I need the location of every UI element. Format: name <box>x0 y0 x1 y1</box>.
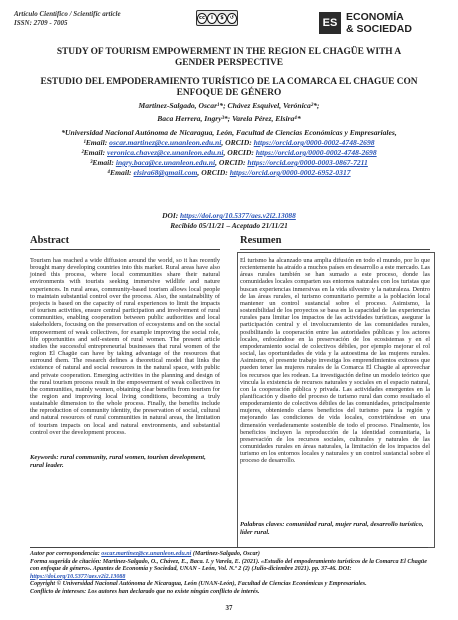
doi-link[interactable]: https://doi.org/10.5377/aes.v2i2.13088 <box>180 211 296 220</box>
orcid-link-3[interactable]: https://orcid.org/0000-0003-0867-7211 <box>247 158 368 167</box>
copyright-line: Copyright © Universidad Nacional Autónoma de Nicaragua, León (UNAN-León), Facultad de Ciencias Económicas y Empresariales. <box>30 581 367 588</box>
creative-commons-badge[interactable] <box>196 10 238 26</box>
correspondence-email-link[interactable]: oscar.martinez@ce.unanleon.edu.ni <box>101 551 192 557</box>
journal-issn: ISSN: 2709 - 7005 <box>14 18 68 27</box>
journal-logo-text <box>346 11 412 35</box>
email-link-2[interactable]: veronica.chavez@ce.unanleon.edu.ni <box>107 148 224 157</box>
footer-divider <box>30 547 428 548</box>
logo-line-2: & SOCIEDAD <box>346 23 412 35</box>
by-icon: i <box>207 13 217 24</box>
author-contact-4: ⁴Email: elsira68@gmail.com, ORCID: https://orcid.org/0000-0002-6952-0317 <box>107 168 351 177</box>
correspondence-line: Autor por correspondencia: oscar.martinez@ce.unanleon.edu.ni (Martinez-Salgado, Oscar) <box>30 551 260 557</box>
nc-icon: $ <box>217 13 227 24</box>
orcid-link-2[interactable]: https://orcid.org/0000-0002-4748-2698 <box>255 148 377 157</box>
abstract-keywords: Keywords: rural community, rural women, tourism development, rural leader. <box>30 454 206 469</box>
journal-type: Artículo Científico / Scientific article <box>14 10 121 18</box>
journal-header <box>14 10 121 27</box>
abstract-divider <box>30 249 220 250</box>
logo-line-1: ECONOMÍA <box>346 11 404 23</box>
author-line-2: Baca Herrera, Ingry³*; Varela Pérez, Elsira⁴* <box>157 114 301 123</box>
citation-line: Forma sugerida de citación: Martinez-Salgado, O., Chávez, E., Baca. I. y Varela, E. (2021). «Estudio del empoderamiento turísticos de la Comarca El Chagüe con enfoque de género». Apuntes de Economía y Sociedad, UNAN - León, Vol. N.º 2 (2) (Julio-diciembre 2021). pp. 37-46. DOI: https://doi.org/10.5377/aes.v2i2.13088 <box>30 558 427 580</box>
cc-icon: cc <box>197 13 207 24</box>
resumen-divider <box>240 249 430 250</box>
orcid-link-1[interactable]: https://orcid.org/0000-0002-4748-2698 <box>253 138 375 147</box>
abstract-heading: Abstract <box>30 235 70 246</box>
doi-line: DOI: https://doi.org/10.5377/aes.v2i2.13088 <box>162 211 296 220</box>
journal-logo-icon: ES <box>319 12 341 34</box>
article-meta <box>30 211 428 230</box>
email-link-3[interactable]: ingry.baca@ce.unanleon.edu.ni <box>115 158 216 167</box>
citation-doi-link[interactable]: https://doi.org/10.5377/aes.v2i2.13088 <box>30 573 126 580</box>
sa-icon: ↺ <box>227 13 237 24</box>
title-english: STUDY OF TOURISM EMPOWERMENT IN THE REGION EL CHAGÜE WITH A GENDER PERSPECTIVE <box>56 47 402 68</box>
page-number: 37 <box>225 604 233 612</box>
email-link-1[interactable]: oscar.martinez@ce.unanleon.edu.ni <box>109 138 222 147</box>
author-contact-3: ³Email: ingry.baca@ce.unanleon.edu.ni, ORCID: https://orcid.org/0000-0003-0867-7211 <box>90 158 368 167</box>
resumen-text: El turismo ha alcanzado una amplia difusión en todo el mundo, por lo que recientemente ha atraído a muchos países en desarrollo a este mercado. Las áreas rurales también se han sumado a este proceso, donde las comunidades locales comparten sus entornos naturales con los turistas que buscan experiencias inmersivas en la vida silvestre y la naturaleza. Dentro de las áreas rurales, el turismo comunitario permite a la población local mantener un control sustancial sobre el proceso. Asimismo, la sostenibilidad de los proyectos se basa en la capacidad de las experiencias rurales para limitar los impactos de las actividades turísticas, asegurar la participación central y el involucramiento de las comunidades rurales, posibilitando la cooperación entre las autoridades públicas y los actores locales, enfocándose en la preservación de los ecosistemas y en el empoderamiento social de colectivos débiles, por ejemplo mejorar el rol social, las oportunidades de vida y la autoestima de las mujeres rurales. Asimismo, el presente trabajo investiga los emprendimientos exitosos que pueden tener las mujeres rurales de la Comarca El Chagüe al aprovechar los recursos que les rodean. La investigación define un modelo teórico que vincula la existencia de recursos naturales y sociales en el espacio natural, con la cooperación pública y privada. Las actividades emergentes en la planificación y diseño del proceso de turismo rural dan como resultado el empoderamiento de colectivos débiles de las comunidades, principalmente mujeres, obteniendo claros beneficios del turismo para la región y mejorando las condiciones de vida locales, convirtiéndose en una dimensión verdaderamente sostenible de todo el proceso. Finalmente, los beneficios incluyen la reproducción de la identidad comunitaria, la preservación de los recursos sociales, culturales y naturales de las comunidades rurales en áreas naturales, la limitación de los impactos del turismo en los entornos locales y naturales y un control sustancial sobre el proceso de desarrollo. <box>240 257 430 465</box>
abstract-text: Tourism has reached a wide diffusion around the world, so it has recently brought many developing countries into this market. Rural areas have also joined this process, where local communities share their natural environments with tourists seeking immersive wildlife and nature experiences. In rural areas, community-based tourism allows local people to maintain substantial control over the process. Also, the sustainability of projects is based on the capacity of rural experiences to limit the impacts of tourism activities, ensure central participation and involvement of rural communities, enabling cooperation between public authorities and local stakeholders, focusing on the preservation of ecosystems and on the social empowerment of weak collectives, for example improving the social role, life opportunities and self-esteem of rural women. The present article studies the successful entrepreneurial businesses that rural women of the region El Chagüe can have by taking advantage of the resources that surround them. The research defines a theoretical model that links the existence of natural and social resources in the natural space, with public and private cooperation. Emerging activities in the planning and design of the rural tourism process result in the empowerment of weak collectives in the communities, mainly women, obtaining clear benefits from tourism for the region and improving local living conditions, becoming a truly sustainable dimension to the whole process. Finally, the benefits include the reproduction of community identity, the preservation of social, cultural and natural resources of rural communities in natural areas, the limitation of tourism impacts on local and natural environments, and substantial control over the development process. <box>30 257 220 436</box>
resumen-keywords: Palabras claves: comunidad rural, mujer rural, desarrollo turístico, líder rural. <box>240 521 424 536</box>
title-spanish: ESTUDIO DEL EMPODERAMIENTO TURÍSTICO DE LA COMARCA EL CHAGUE CON ENFOQUE DE GÉNERO <box>40 77 418 98</box>
received-accepted-dates: Recibido 05/11/21 – Aceptado 21/11/21 <box>170 220 288 230</box>
footer-notes <box>30 551 428 597</box>
orcid-link-4[interactable]: https://orcid.org/0000-0002-6952-0317 <box>229 168 351 177</box>
email-link-4[interactable]: elsira68@gmail.com <box>133 168 198 177</box>
author-contact-1: ¹Email: oscar.martinez@ce.unanleon.edu.ni, ORCID: https://orcid.org/0000-0002-4748-2698 <box>83 138 375 147</box>
author-contact-2: ²Email: veronica.chavez@ce.unanleon.edu.ni, ORCID: https://orcid.org/0000-0002-4748-2698 <box>81 148 377 157</box>
conflict-line: Conflicto de intereses: Los autores han declarado que no existe ningún conflicto de interés. <box>30 588 260 595</box>
author-line-1: Martinez-Salgado, Oscar¹*; Chávez Esquivel, Verónica²*; <box>138 101 320 110</box>
affiliation: *Universidad Nacional Autónoma de Nicaragua, León, Facultad de Ciencias Económicas y Empresariales, <box>61 128 397 137</box>
affiliation-block <box>30 128 428 178</box>
resumen-heading: Resumen <box>240 235 282 246</box>
author-list <box>30 101 428 124</box>
